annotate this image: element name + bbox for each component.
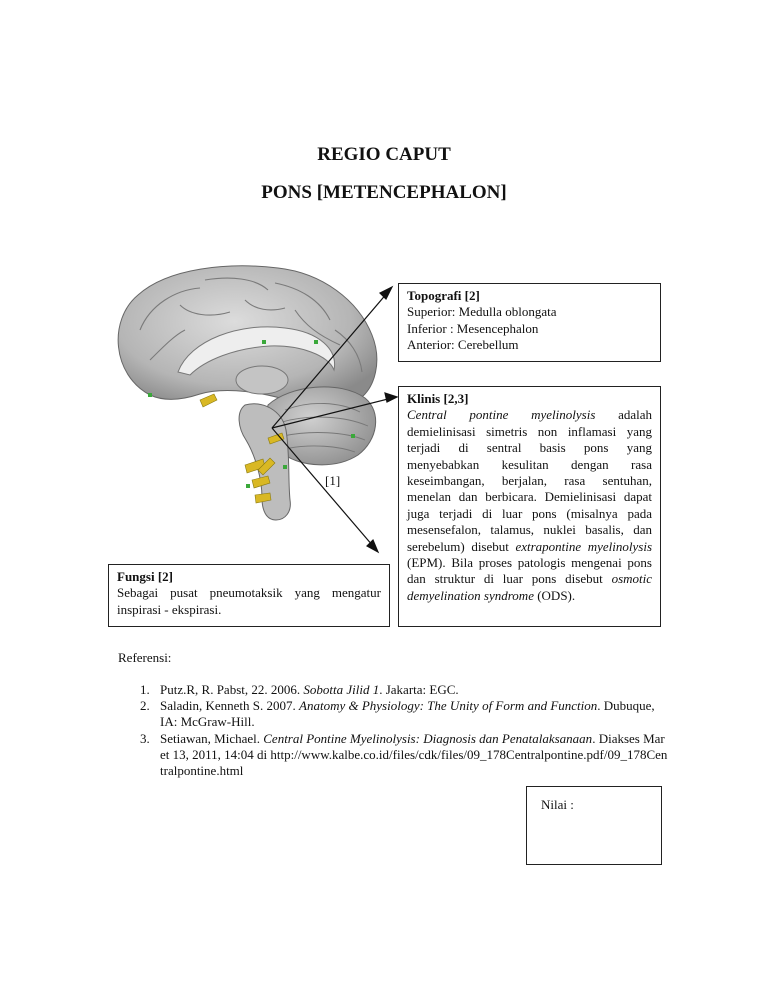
klinis-box (398, 386, 661, 627)
list-item (140, 698, 670, 730)
klinis-term: extrapontine myelinolysis (515, 538, 653, 554)
list-item (140, 731, 670, 780)
ref-number: 3. (140, 730, 150, 746)
ref-author: Saladin, Kenneth S. 2007. (160, 698, 296, 714)
referensi-list (140, 682, 670, 779)
brainstem-shape (239, 404, 290, 520)
page-title: REGIO CAPUT (317, 144, 451, 165)
ref-publisher: . Jakarta: EGC. (379, 682, 459, 697)
ref-author: Putz.R, R. Pabst, 22. 2006. (160, 682, 301, 697)
klinis-body: (ODS). (537, 587, 576, 603)
nilai-box (526, 786, 662, 865)
fungsi-heading: Fungsi [2] (117, 569, 173, 584)
topografi-line: Superior: Medulla oblongata (407, 304, 557, 320)
topografi-line: Anterior: Cerebellum (407, 337, 519, 353)
figure-label: [1] (325, 473, 341, 488)
list-item (140, 682, 670, 698)
topografi-heading: Topografi [2] (407, 288, 480, 303)
klinis-text (407, 407, 652, 604)
klinis-term: osmotic demyelination syndrome (407, 571, 653, 603)
klinis-body: adalah demielinisasi simetris non inflamasi yang terjadi di sentral basis pons yang menyebabkan kesulitan dengan rasa keseimbangan, berjalan, rasa sentuhan, menelan dan berbicara. Demielinisasi dapat juga terjadi di luar pons (misalnya pada mesensefalon, talamus, nuklei basalis, dan serebelum) disebut (407, 407, 653, 554)
ref-publisher: . Dubuque, IA: McGraw-Hill. (160, 698, 655, 730)
fungsi-text: Sebagai pusat pneumotaksik yang mengatur inspirasi - ekspirasi. (117, 585, 381, 617)
klinis-heading: Klinis [2,3] (407, 391, 469, 406)
ref-number: 1. (140, 682, 150, 697)
topografi-box (398, 283, 661, 362)
ref-number: 2. (140, 698, 150, 714)
klinis-body: (EPM). Bila proses patologis mengenai pons dan struktur di luar pons disebut (407, 555, 652, 587)
topografi-line: Inferior : Mesencephalon (407, 320, 539, 336)
fungsi-box (108, 564, 390, 627)
nilai-label: Nilai : (541, 797, 574, 812)
ref-title: Anatomy & Physiology: The Unity of Form and Function (299, 698, 598, 714)
ref-title: Sobotta Jilid 1 (303, 682, 380, 697)
klinis-term: Central pontine myelinolysis (407, 407, 596, 423)
page-subtitle: PONS [METENCEPHALON] (261, 182, 507, 203)
ref-author: Setiawan, Michael. (160, 730, 260, 746)
ref-publisher: . Diakses Maret 13, 2011, 14:04 di http://www.kalbe.co.id/files/cdk/files/09_178Centralpontine.pdf/09_178Centralpontine.html (160, 730, 668, 779)
referensi-label: Referensi: (118, 650, 172, 665)
ref-title: Central Pontine Myelinolysis: Diagnosis dan Penatalaksanaan (263, 730, 593, 746)
